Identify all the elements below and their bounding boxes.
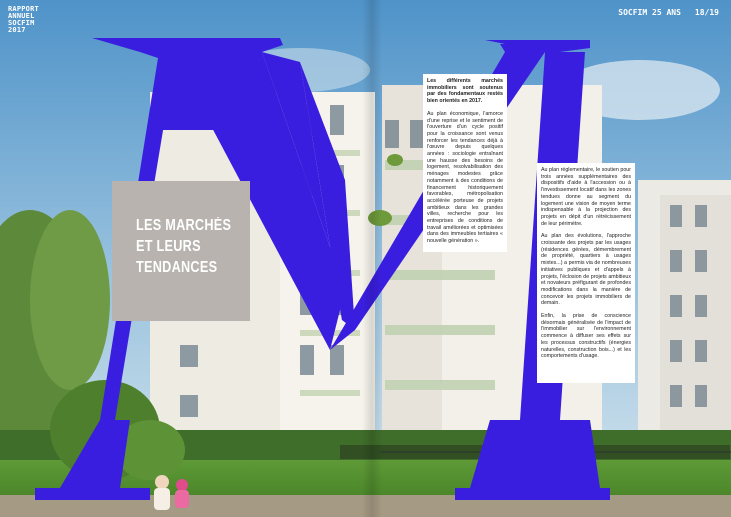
section-title-line: LES MARCHÉS: [136, 217, 232, 234]
text-column-right: [537, 163, 635, 383]
report-label-line: SOCFIM: [8, 19, 35, 27]
report-label-line: ANNUEL: [8, 12, 35, 20]
brand-name: SOCFIM 25 ANS: [618, 8, 681, 17]
section-title-line: TENDANCES: [136, 259, 218, 276]
page-numbers: 18/19: [694, 8, 719, 17]
page-gutter: [362, 0, 382, 517]
body-paragraph: Enfin, la prise de conscience désormais généralisée de l'impact de l'immobilier sur l'environnement commence à diffuser ses effets sur les processus constructifs (énergies naturelles, construction bois...) et les comportements d'usage.: [541, 313, 631, 360]
text-column-left: [423, 74, 507, 252]
report-label-line: 2017: [8, 26, 26, 34]
report-label-line: RAPPORT: [8, 5, 39, 13]
section-title-line: ET LEURS: [136, 238, 201, 255]
section-title: [112, 181, 250, 321]
report-label: [8, 6, 48, 34]
body-paragraph: Au plan réglementaire, le soutien pour trois années supplémentaires des dispositifs d'aide à l'accession ou à l'investissement locatif dans les zones tendues donne au segment du logement une vision de moyen terme indispensable à la projection des projets en dépit d'un rétrécissement de leur périmètre.: [541, 167, 631, 227]
body-paragraph: Au plan économique, l'amorce d'une reprise et le sentiment de l'ouverture d'un cycle positif pour la croissance sont venus renforcer les tendances déjà à l'œuvre depuis quelques années : sociologie entraînant une hausse des besoins de logement, resolvabilisation des ménages modestes grâce notamment à des conditions de financement historiquement favorables, métropolisation accélérée porteuse de projets ambitieux dans les grandes villes, recherche pour les entreprises de conditions de travail améliorées et optimisées dans des immeubles tertiaires « nouvelle génération ».: [427, 110, 503, 245]
running-header: [618, 8, 719, 17]
lead-paragraph: Les différents marchés immobiliers sont soutenus par des fondamentaux restés bien orientés en 2017.: [427, 78, 503, 105]
body-paragraph: Au plan des évolutions, l'approche croissante des projets par les usages (résidences gérées, démembrement de propriété, quartiers à usages mixtes...) a permis via de nombreuses initiatives publiques et d'appels à projets, l'éclosion de projets ambitieux et novateurs préfigurant de profondes modifications dans la manière de concevoir les projets immobiliers de demain.: [541, 233, 631, 307]
